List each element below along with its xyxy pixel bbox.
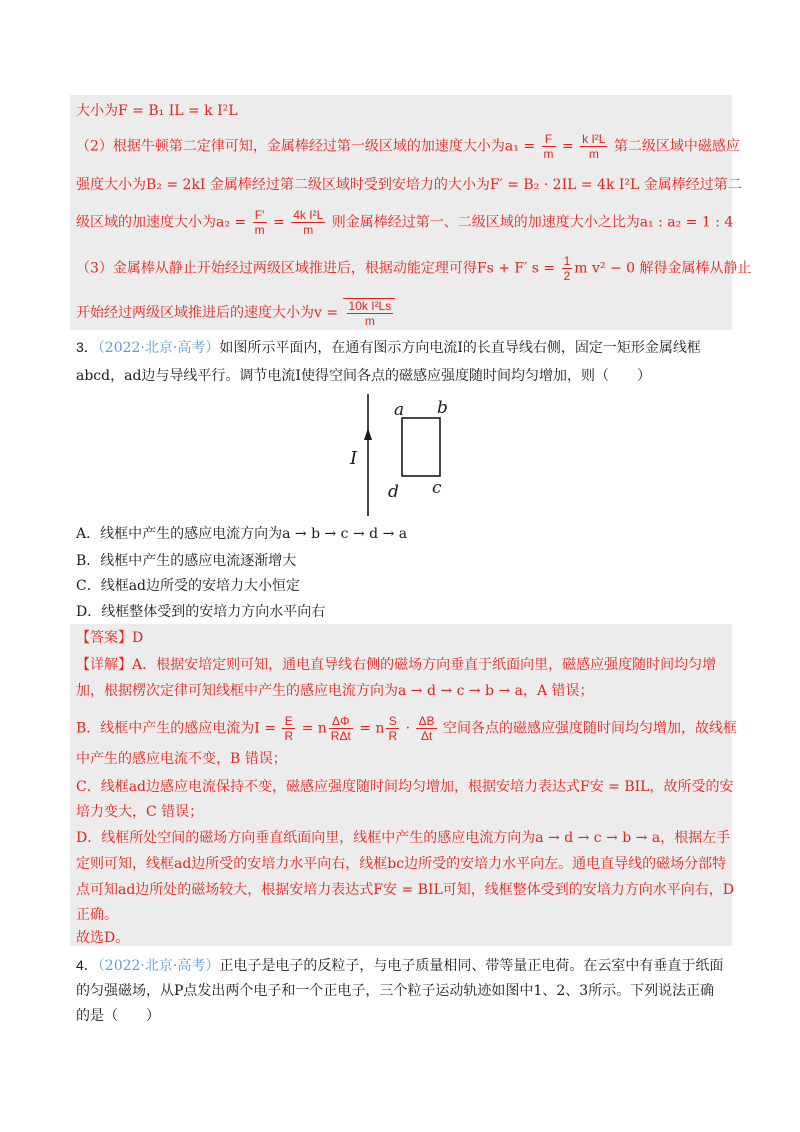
ans3-detail-4: 中产生的感应电流不变，B 错误；	[76, 751, 287, 767]
q3-option-c: C．线框ad边所受的安培力大小恒定	[76, 578, 301, 594]
ans3-detail-9: 点可知ad边所处的磁场较大，根据安培力表达式F安 = BIL可知，线框整体受到的安培力方向水平向右，D	[76, 882, 734, 898]
fraction: $\frac{\text{4k I²L}}{m}$	[293, 208, 324, 237]
current-arrow-icon	[364, 428, 372, 440]
q4-line-3: 的是（ ）	[76, 1008, 160, 1024]
q3-option-a: A．线框中产生的感应电流方向为a → b → c → d → a	[76, 526, 408, 542]
fraction: $\frac{\Delta B}{\Delta t}$	[418, 714, 435, 743]
fraction: $\frac{\text{10k I²Ls}}{m}$	[348, 299, 392, 328]
q3-option-d: D．线框整体受到的安培力方向水平向右	[76, 604, 326, 620]
q3-figure	[340, 390, 510, 520]
q4-line-1: 4．（2022·北京·高考）正电子是电子的反粒子，与电子质量相同、带等量正电荷。在云室中有垂直于纸面	[76, 957, 724, 974]
fraction: $\frac{\text{k I²L}}{m}$	[582, 132, 606, 161]
ans3-detail-2: 加，根据楞次定律可知线框中产生的感应电流方向为a → d → c → b → a，A 错误；	[76, 683, 594, 699]
ans3-detail-3: B．线框中产生的感应电流为I = $\frac{E}{R}$ = n $\frac{\Delta\Phi}{\text{RΔt}}$ = n $\frac{S}{R}$ · $\frac{\Delta B}{\Delta t}$ 空间各点的磁感应强度随时间均匀增加，故线框	[76, 714, 737, 743]
fraction: $\frac{1}{2}$	[563, 254, 571, 283]
label-d: d	[388, 482, 399, 502]
ans3-detail-5: C．线框ad边感应电流保持不变，磁感应强度随时间均匀增加，根据安培力表达式F安 = BIL，故所受的安	[76, 779, 734, 795]
q3-line-1: 3．（2022·北京·高考）如图所示平面内，在通有图示方向电流I的长直导线右侧，固定一矩形金属线框	[76, 339, 701, 356]
sqrt-expression	[343, 298, 396, 328]
sol2-line-1: 大小为F = B₁ IL = k I²L	[76, 103, 238, 119]
ans3-conclusion: 故选D。	[76, 930, 130, 946]
fraction: $\frac{F}{m}$	[543, 132, 554, 161]
ans3-detail-10: 正确。	[76, 907, 118, 923]
ans3-detail-8: 定则可知，线框ad边所受的安培力水平向右，线框bc边所受的安培力水平向左。通电直导线的磁场分部特	[76, 856, 727, 872]
q3-line-2: abcd，ad边与导线平行。调节电流I使得空间各点的磁感应强度随时间均匀增加，则（ ）	[76, 368, 651, 384]
q3-option-b: B．线框中产生的感应电流逐渐增大	[76, 553, 297, 569]
fraction: $\frac{S}{R}$	[388, 714, 398, 743]
ans3-answer: 【答案】D	[76, 630, 144, 646]
sol2-line-2: （2）根据牛顿第二定律可知，金属棒经过第一级区域的加速度大小为a₁ = $\frac{F}{m}$ = $\frac{\text{k I²L}}{m}$ 第二级区域中磁感应	[76, 132, 740, 161]
q4-source-tag: （2022·北京·高考）	[97, 958, 220, 974]
sol2-line-6: 开始经过两级区域推进后的速度大小为v = $\frac{\text{10k I²Ls}}{m}$	[76, 298, 395, 328]
label-a: a	[394, 400, 405, 420]
sol2-line-4: 级区域的加速度大小为a₂ = $\frac{F'}{m}$ = $\frac{\text{4k I²L}}{m}$ 则金属棒经过第一、二级区域的加速度大小之比为a₁ : a₂ = 1 : 4	[76, 208, 734, 237]
fraction: $\frac{E}{R}$	[284, 714, 294, 743]
ans3-detail-6: 培力变大，C 错误；	[76, 804, 204, 820]
label-I: I	[350, 448, 358, 469]
sol2-line-5: （3）金属棒从静止开始经过两级区域推进后，根据动能定理可得Fs + F′ s = $\frac{1}{2}$ m v² − 0 解得金属棒从静止	[76, 254, 752, 283]
fraction: $\frac{\Delta\Phi}{\text{RΔt}}$	[330, 714, 351, 743]
sol2-line-3: 强度大小为B₂ = 2kI 金属棒经过第二级区域时受到安培力的大小为F′ = B₂ · 2IL = 4k I²L 金属棒经过第二	[76, 177, 742, 193]
q4-line-2: 的匀强磁场，从P点发出两个电子和一个正电子，三个粒子运动轨迹如图中1、2、3所示。下列说法正确	[76, 983, 715, 999]
fraction: $\frac{F'}{m}$	[254, 208, 265, 237]
label-b: b	[437, 398, 448, 418]
rectangular-loop	[402, 418, 440, 476]
label-c: c	[432, 478, 442, 498]
ans3-detail-1: 【详解】A．根据安培定则可知，通电直导线右侧的磁场方向垂直于纸面向里，磁感应强度随时间均匀增	[76, 657, 717, 673]
q3-source-tag: （2022·北京·高考）	[97, 340, 220, 356]
ans3-detail-7: D．线框所处空间的磁场方向垂直纸面向里，线框中产生的感应电流方向为a → d → c → b → a，根据左手	[76, 830, 731, 846]
